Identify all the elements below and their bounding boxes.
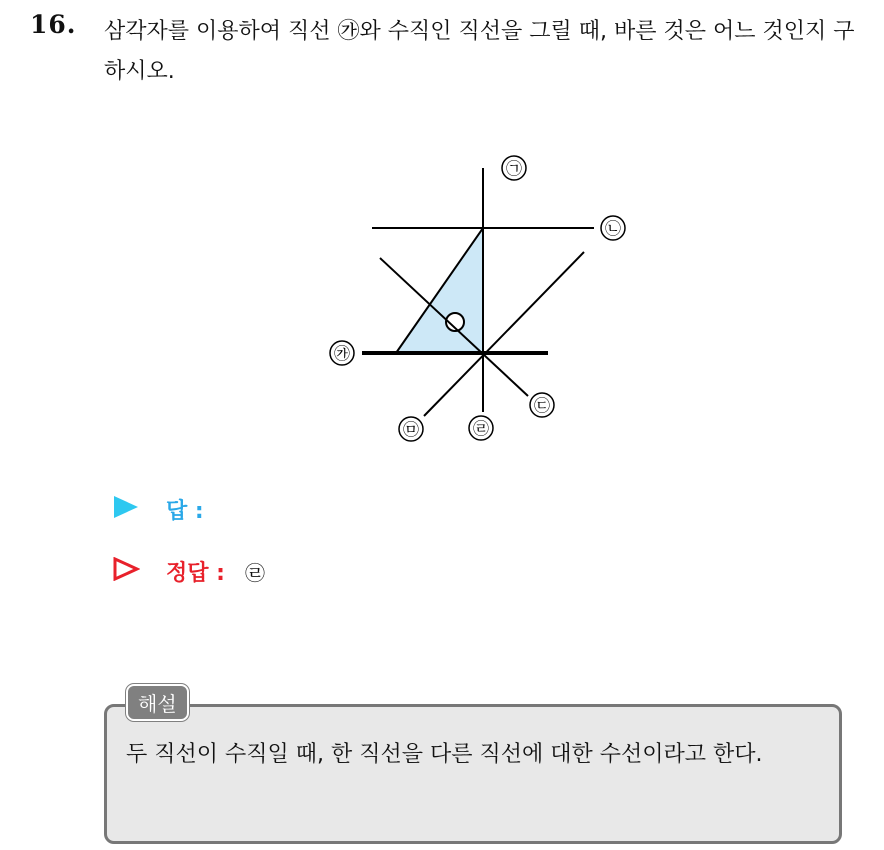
label-digeut bbox=[530, 393, 554, 417]
correct-answer-row bbox=[112, 556, 265, 587]
answer-row bbox=[112, 494, 224, 525]
triangle-ruler bbox=[396, 228, 483, 353]
label-digeut-text: ㉢ bbox=[533, 396, 551, 415]
label-giyeok-text: ㉠ bbox=[505, 159, 523, 178]
answer-marker-icon bbox=[112, 495, 148, 525]
correct-marker-icon bbox=[112, 557, 148, 587]
correct-answer-value: ㉣ bbox=[244, 561, 265, 585]
label-mieum-text: ㉤ bbox=[402, 420, 420, 439]
label-ga-text: ㉮ bbox=[333, 344, 351, 363]
label-rieul-text: ㉣ bbox=[472, 419, 490, 438]
label-rieul bbox=[469, 416, 493, 440]
explanation-tag: 해설 bbox=[126, 684, 189, 721]
answer-label: 답 : bbox=[166, 499, 204, 524]
explanation-text: 두 직선이 수직일 때, 한 직선을 다른 직선에 대한 수선이라고 한다. bbox=[126, 742, 763, 767]
label-nieun-text: ㉡ bbox=[604, 219, 622, 238]
correct-answer-label: 정답 : bbox=[166, 561, 225, 586]
perpendicular-line-figure bbox=[300, 140, 660, 460]
label-ga bbox=[330, 341, 354, 365]
question-number: 16. bbox=[30, 10, 77, 39]
label-nieun bbox=[601, 216, 625, 240]
label-mieum bbox=[399, 417, 423, 441]
question-text: 삼각자를 이용하여 직선 ㉮와 수직인 직선을 그릴 때, 바른 것은 어느 것인지 구하시오. bbox=[104, 19, 855, 84]
label-giyeok bbox=[502, 156, 526, 180]
